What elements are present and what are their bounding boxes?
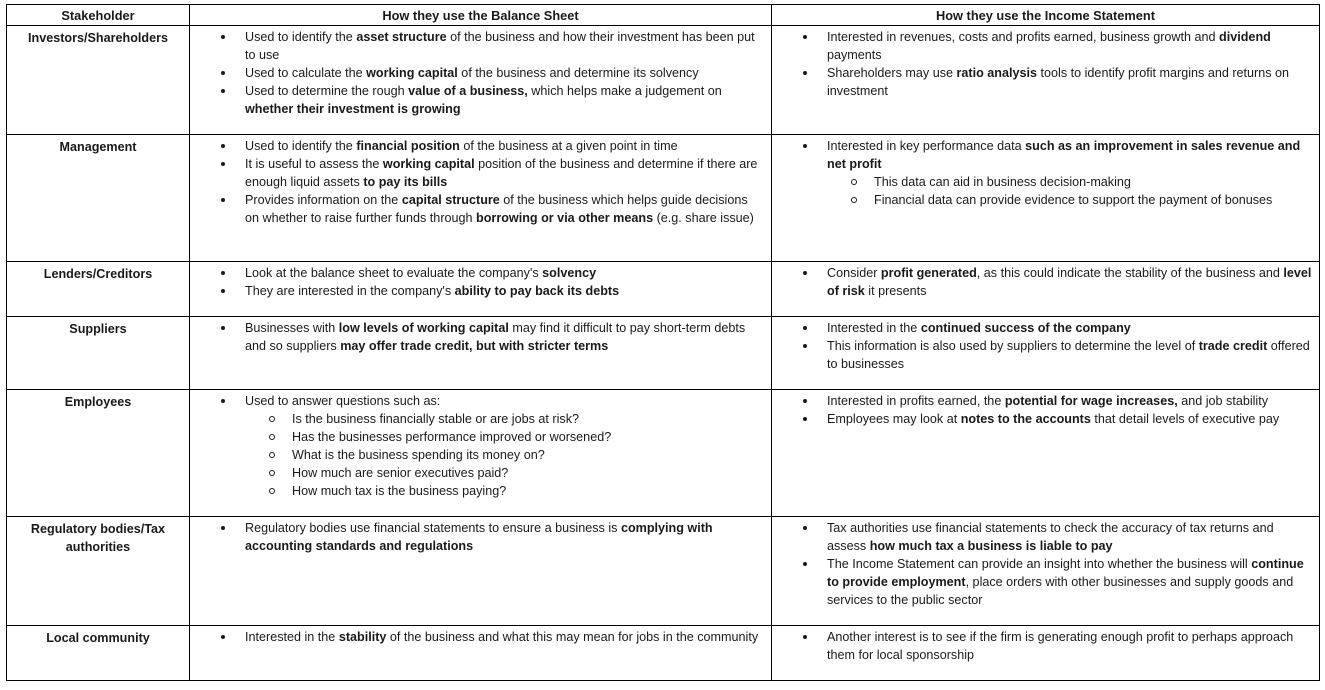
text-run: Used to identify the (245, 30, 357, 44)
text-run: Shareholders may use (827, 66, 957, 80)
income-statement-cell (772, 317, 1320, 390)
sub-bullet-point: This data can aid in business decision-making (827, 173, 1313, 191)
bold-text: working capital (366, 66, 458, 80)
table-row (7, 262, 1320, 317)
bullet-point (772, 410, 1313, 428)
stakeholder-name: Suppliers (7, 317, 190, 390)
bold-text: capital structure (401, 193, 500, 207)
text-run: of the business and determine its solvency (457, 66, 699, 80)
bold-text: complying with accounting standards and regulations (245, 521, 713, 553)
text-run: Interested in the (827, 321, 921, 335)
sub-bullet-list (827, 173, 1313, 209)
balance-sheet-cell (190, 262, 772, 317)
bold-text: level of risk (827, 266, 1312, 298)
text-run: This information is also used by suppliers to determine the level of (827, 339, 1199, 353)
sub-bullet-point: Is the business financially stable or are jobs at risk? (245, 410, 765, 428)
sub-bullet-point: How much are senior executives paid? (245, 464, 765, 482)
bold-text: such as an improvement in sales revenue and net profit (827, 139, 1301, 171)
text-run: Look at the balance sheet to evaluate the company's (245, 266, 543, 280)
text-run: Provides information on the (245, 193, 402, 207)
income-statement-cell (772, 262, 1320, 317)
text-run: Used to calculate the (245, 66, 367, 80)
table-row (7, 317, 1320, 390)
income-statement-cell (772, 626, 1320, 681)
balance-sheet-cell (190, 317, 772, 390)
text-run: that detail levels of executive pay (1090, 412, 1280, 426)
table-row (7, 626, 1320, 681)
bullet-point (190, 191, 765, 227)
table-row (7, 135, 1320, 262)
bold-text: profit generated (880, 266, 977, 280)
text-run: and job stability (1177, 394, 1269, 408)
bullet-point (190, 155, 765, 191)
text-run: , as this could indicate the stability of the business and (976, 266, 1284, 280)
text-run: it presents (864, 284, 927, 298)
sub-bullet-point: What is the business spending its money on? (245, 446, 765, 464)
income-statement-cell (772, 517, 1320, 626)
stakeholder-table (6, 4, 1320, 681)
text-run: Another interest is to see if the firm is generating enough profit to perhaps approach them for local sponsorship (827, 630, 1294, 662)
bold-text: to pay its bills (363, 175, 448, 189)
text-run: Interested in the (245, 630, 339, 644)
text-run: Used to identify the (245, 139, 357, 153)
bold-text: working capital (382, 157, 475, 171)
text-run: of the business at a given point in time (459, 139, 678, 153)
stakeholder-name: Investors/Shareholders (7, 26, 190, 135)
balance-sheet-cell (190, 26, 772, 135)
bullet-point (772, 392, 1313, 410)
text-run: may find it difficult to pay short-term debts and so suppliers (245, 321, 746, 353)
bullet-point (190, 392, 765, 500)
text-run: of the business and how their investment has been put to use (245, 30, 755, 62)
bold-text: trade credit (1198, 339, 1268, 353)
text-run: Businesses with (245, 321, 339, 335)
bullet-point (772, 519, 1313, 555)
bullet-point (190, 137, 765, 155)
header-balance-sheet: How they use the Balance Sheet (190, 5, 772, 26)
bullet-point (772, 628, 1313, 664)
bullet-point (190, 519, 765, 555)
bold-text: ratio analysis (956, 66, 1038, 80)
text-run: tools to identify profit margins and returns on investment (827, 66, 1290, 98)
bold-text: asset structure (356, 30, 447, 44)
text-run: Regulatory bodies use financial statements to ensure a business is (245, 521, 621, 535)
bold-text: stability (338, 630, 387, 644)
bullet-point (190, 28, 765, 64)
text-run: Employees may look at (827, 412, 961, 426)
header-income-statement: How they use the Income Statement (772, 5, 1320, 26)
sub-bullet-point: Has the businesses performance improved or worsened? (245, 428, 765, 446)
bold-text: dividend (1219, 30, 1271, 44)
stakeholder-name: Regulatory bodies/Tax authorities (7, 517, 190, 626)
bold-text: solvency (542, 266, 597, 280)
bullet-point (190, 82, 765, 118)
bold-text: whether their investment is growing (245, 102, 461, 116)
table-row (7, 517, 1320, 626)
balance-sheet-cell (190, 135, 772, 262)
sub-bullet-list (245, 410, 765, 500)
sub-bullet-point: Financial data can provide evidence to support the payment of bonuses (827, 191, 1313, 209)
text-run: Used to answer questions such as: (245, 394, 441, 408)
stakeholder-table-container (6, 4, 1320, 681)
text-run: Used to determine the rough (245, 84, 409, 98)
income-statement-cell (772, 135, 1320, 262)
text-run: , place orders with other businesses and supply goods and services to the public sector (827, 575, 1294, 607)
bold-text: low levels of working capital (338, 321, 509, 335)
bullet-point (772, 264, 1313, 300)
text-run: The Income Statement can provide an insight into whether the business will (827, 557, 1252, 571)
text-run: offered to businesses (827, 339, 1310, 371)
text-run: of the business which helps guide decisions on whether to raise further funds through (245, 193, 748, 225)
text-run: Interested in profits earned, the (827, 394, 1005, 408)
table-body (7, 26, 1320, 681)
bold-text: continue to provide employment (827, 557, 1304, 589)
income-statement-cell (772, 26, 1320, 135)
text-run: Interested in revenues, costs and profits earned, business growth and (827, 30, 1220, 44)
text-run: Consider (827, 266, 881, 280)
sub-bullet-point: How much tax is the business paying? (245, 482, 765, 500)
bold-text: continued success of the company (920, 321, 1131, 335)
text-run: Interested in key performance data (827, 139, 1026, 153)
income-statement-cell (772, 390, 1320, 517)
stakeholder-name: Lenders/Creditors (7, 262, 190, 317)
text-run: which helps make a judgement on (527, 84, 722, 98)
stakeholder-name: Local community (7, 626, 190, 681)
balance-sheet-cell (190, 626, 772, 681)
bold-text: potential for wage increases, (1004, 394, 1178, 408)
text-run: position of the business and determine if there are enough liquid assets (245, 157, 758, 189)
text-run: (e.g. share issue) (653, 211, 754, 225)
bullet-point (772, 137, 1313, 209)
balance-sheet-cell (190, 390, 772, 517)
bold-text: financial position (356, 139, 460, 153)
text-run: They are interested in the company's (245, 284, 455, 298)
table-row (7, 26, 1320, 135)
bold-text: how much tax a business is liable to pay (869, 539, 1113, 553)
bullet-point (190, 64, 765, 82)
bullet-point (772, 337, 1313, 373)
bullet-point (772, 555, 1313, 609)
stakeholder-name: Management (7, 135, 190, 262)
bold-text: ability to pay back its debts (454, 284, 620, 298)
bullet-point (190, 628, 765, 646)
bullet-point (190, 319, 765, 355)
bullet-point (190, 282, 765, 300)
stakeholder-name: Employees (7, 390, 190, 517)
text-run: payments (827, 48, 882, 62)
text-run: Tax authorities use financial statements to check the accuracy of tax returns and assess (827, 521, 1274, 553)
text-run: It is useful to assess the (245, 157, 383, 171)
bullet-point (190, 264, 765, 282)
table-row (7, 390, 1320, 517)
bold-text: borrowing or via other means (476, 211, 654, 225)
bold-text: value of a business, (408, 84, 528, 98)
header-stakeholder: Stakeholder (7, 5, 190, 26)
bold-text: notes to the accounts (960, 412, 1091, 426)
text-run: of the business and what this may mean for jobs in the community (386, 630, 759, 644)
bold-text: may offer trade credit, but with stricter terms (340, 339, 609, 353)
bullet-point (772, 319, 1313, 337)
header-row (7, 5, 1320, 26)
balance-sheet-cell (190, 517, 772, 626)
bullet-point (772, 64, 1313, 100)
bullet-point (772, 28, 1313, 64)
